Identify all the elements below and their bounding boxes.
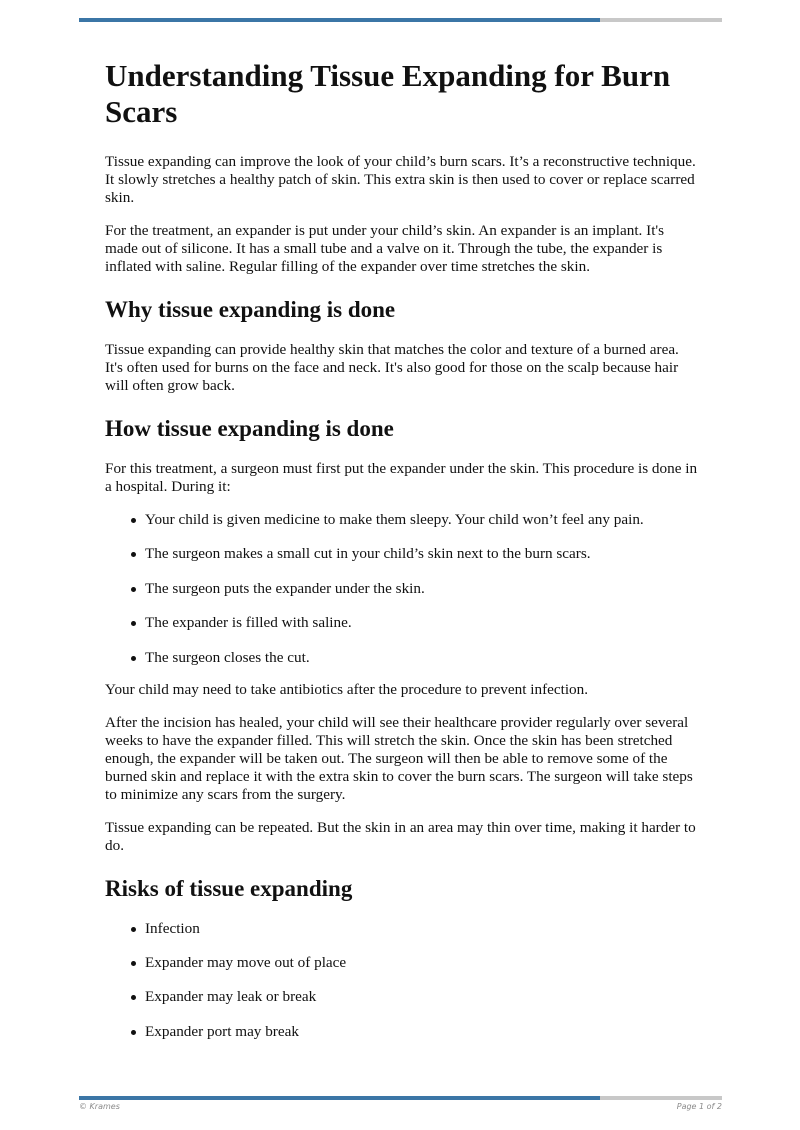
page-title: Understanding Tissue Expanding for Burn Scars — [105, 58, 671, 129]
healing-paragraph: After the incision has healed, your child will see their healthcare provider regularly over several weeks to have the expander filled. This will stretch the skin. Once the skin has been stretched enough, the expander will be taken out. The surgeon will then be able to remove some of the burned skin and replace it with the extra skin to cover the burn scars. The surgeon will take steps to minimize any scars from the surgery. — [105, 713, 693, 803]
footer-copyright: © Krames — [79, 1102, 120, 1111]
list-item-text: Expander port may break — [145, 1022, 299, 1040]
antibiotics-paragraph: Your child may need to take antibiotics after the procedure to prevent infection. — [105, 680, 589, 698]
risks-heading: Risks of tissue expanding — [105, 875, 353, 901]
bottom-progress-fill — [79, 1096, 600, 1100]
list-item — [145, 614, 700, 632]
bullet-icon — [131, 656, 136, 661]
bullet-icon — [131, 927, 136, 932]
bullet-icon — [131, 961, 136, 966]
why-heading: Why tissue expanding is done — [105, 297, 396, 322]
footer-page-number: Page 1 of 2 — [676, 1102, 722, 1111]
how-intro-paragraph: For this treatment, a surgeon must first put the expander under the skin. This procedure is done in a hospital. During it: — [105, 460, 698, 495]
list-item — [145, 920, 700, 938]
list-item-text: The surgeon puts the expander under the skin. — [145, 579, 425, 597]
list-item — [145, 511, 700, 529]
list-item-text: The surgeon makes a small cut in your child’s skin next to the burn scars. — [145, 545, 591, 563]
intro-paragraph-2: For the treatment, an expander is put under your child’s skin. An expander is an implant. It's made out of silicone. It has a small tube and a valve on it. Through the tube, the expander is inflated with saline. Regular filling of the expander over time stretches the skin. — [105, 222, 665, 275]
top-progress-bar — [79, 18, 722, 22]
bullet-icon — [131, 995, 136, 1000]
list-item-text: Expander may leak or break — [145, 988, 317, 1006]
list-item — [145, 1023, 700, 1041]
list-item — [145, 988, 700, 1006]
procedure-steps-list — [105, 511, 700, 667]
why-paragraph: Tissue expanding can provide healthy skin that matches the color and texture of a burned area. It's often used for burns on the face and neck. It's also good for those on the scalp because hair will often grow back. — [105, 341, 679, 394]
bullet-icon — [131, 1030, 136, 1035]
bullet-icon — [131, 587, 136, 592]
intro-paragraph-1: Tissue expanding can improve the look of your child’s burn scars. It’s a reconstructive technique. It slowly stretches a healthy patch of skin. This extra skin is then used to cover or replace scarred skin. — [105, 153, 696, 206]
how-heading: How tissue expanding is done — [105, 416, 394, 441]
list-item-text: The surgeon closes the cut. — [145, 648, 310, 666]
risks-list — [105, 920, 700, 1041]
top-progress-fill — [79, 18, 600, 22]
list-item-text: Your child is given medicine to make them sleepy. Your child won’t feel any pain. — [145, 511, 644, 528]
repeat-paragraph: Tissue expanding can be repeated. But the skin in an area may thin over time, making it harder to do. — [105, 818, 696, 854]
bullet-icon — [131, 552, 136, 557]
list-item — [145, 580, 700, 598]
list-item — [145, 649, 700, 667]
document-body — [105, 58, 700, 1055]
bullet-icon — [131, 518, 136, 523]
bottom-progress-bar — [79, 1096, 722, 1100]
list-item-text: Expander may move out of place — [145, 953, 347, 971]
list-item — [145, 545, 700, 563]
list-item — [145, 954, 700, 972]
bullet-icon — [131, 621, 136, 626]
list-item-text: The expander is filled with saline. — [145, 614, 352, 632]
list-item-text: Infection — [145, 919, 200, 937]
